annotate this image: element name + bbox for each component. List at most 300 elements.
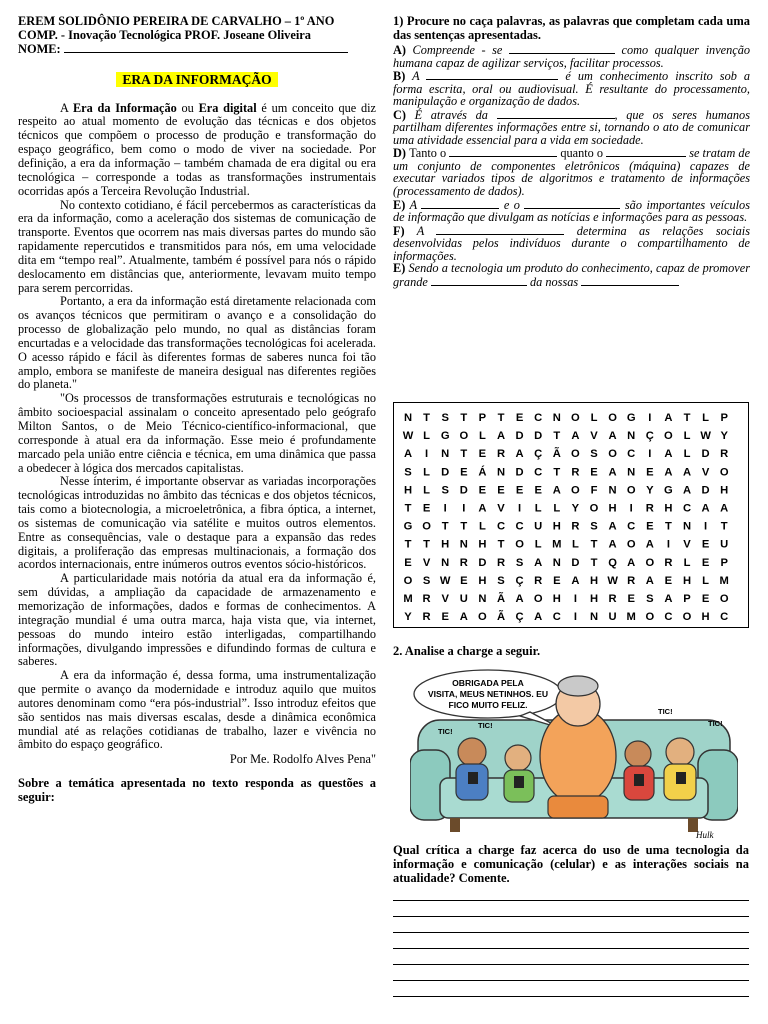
answer-line-7[interactable] [393,996,749,997]
school-header [18,14,376,57]
grid-letter[interactable]: E [646,466,654,479]
blank-a[interactable] [509,43,615,54]
grid-letter[interactable]: O [589,502,599,515]
grid-letter[interactable]: H [589,593,599,605]
grid-letter[interactable]: C [496,520,506,533]
grid-letter[interactable]: E [441,611,449,624]
sofa-leg-left [450,818,460,832]
grid-letter[interactable]: C [515,520,524,533]
grid-letter[interactable]: S [497,574,505,587]
grid-letter[interactable]: M [552,538,562,551]
paragraph-6: A particularidade mais notória da atual era da informação é, sem dúvidas, a ampliação da capacidade de armazenamento e memorização de informações, dados e formas de conhecimentos. A integração mundial é uma outra marca, haja vista que, via internet, pessoas do mundo inteiro estão interligadas, compartilhando informações, divulgando impressões e difundindo formas de cultura e saberes. [18,571,376,669]
grid-letter[interactable]: W [439,574,451,587]
label-c: C) [393,107,406,122]
grid-letter[interactable]: O [719,466,729,479]
grid-letter[interactable]: A [478,502,487,515]
grid-letter[interactable]: A [664,412,673,424]
grid-letter[interactable]: E [627,593,635,605]
grid-letter[interactable]: L [478,520,486,533]
grid-letter[interactable]: Ã [496,611,506,624]
grid-letter[interactable]: R [645,502,654,515]
grid-letter[interactable]: G [664,484,673,497]
article-title-wrap [18,71,376,89]
blank-e2[interactable] [524,198,620,209]
grid-letter[interactable]: T [404,502,412,515]
grid-letter[interactable]: T [590,538,598,551]
p1-text-e: é um conceito que diz respeito ao atual momento de evolução das técnicas e dos objetos técnicos que compõem o processo de produção e transformação do espaço geográfico, bem como o modo de viver na sociedade. Por definição, a era da informação – também chamada de era digital ou era tecnológica – corresponde a todas as transformações instrumentais ocorridas após a Terceira Revolução Industrial. [18,100,376,198]
blank-g2[interactable] [581,275,679,286]
grid-letter[interactable]: N [552,556,561,569]
grid-letter[interactable]: R [534,574,543,587]
sentence-g [393,262,750,288]
grid-letter[interactable]: L [683,430,691,443]
kid-4-head [666,738,694,766]
grid-letter[interactable]: A [627,556,636,569]
grid-letter[interactable]: P [478,412,487,424]
grid-letter[interactable]: V [701,466,710,479]
grandmother-hair [558,676,598,696]
blank-d2[interactable] [606,146,686,157]
grid-letter[interactable]: C [664,611,673,624]
grid-letter[interactable]: A [701,502,710,515]
grid-letter[interactable]: A [664,593,673,605]
grid-letter[interactable]: N [627,430,636,443]
grid-letter[interactable]: A [608,466,617,479]
sentence-e [393,198,750,224]
grid-letter[interactable]: S [646,593,654,605]
grid-letter[interactable]: N [552,412,561,424]
grid-letter[interactable]: A [664,448,673,461]
grid-letter[interactable]: O [682,611,692,624]
grid-letter[interactable]: H [608,502,617,515]
sentence-b-part1: A [412,69,420,84]
grid-letter[interactable]: I [648,412,652,424]
grid-letter[interactable]: E [701,593,710,605]
grid-letter[interactable]: Y [404,611,412,624]
grid-letter[interactable]: O [478,611,487,624]
sentence-c [393,108,750,147]
grid-letter[interactable]: L [702,574,710,587]
blank-d1[interactable] [449,146,557,157]
grid-letter[interactable]: C [627,520,636,533]
grid-letter[interactable]: G [626,412,636,424]
grid-letter[interactable]: N [441,448,450,461]
grid-letter[interactable]: W [607,574,618,587]
blank-c[interactable] [497,108,615,119]
grid-letter[interactable]: U [720,538,729,551]
p1-text-c: ou [176,100,199,115]
grid-letter[interactable]: T [423,538,431,551]
grid-letter[interactable]: T [553,430,561,443]
grid-letter[interactable]: A [720,502,729,515]
grid-letter[interactable]: T [441,520,449,533]
grid-letter[interactable]: R [571,466,580,479]
grid-letter[interactable]: A [515,448,524,461]
grid-letter[interactable]: D [701,484,710,497]
answer-line-4[interactable] [393,948,749,949]
grid-letter[interactable]: E [664,574,673,587]
grid-letter[interactable]: N [627,466,636,479]
grid-letter[interactable]: Ç [515,611,524,624]
sentence-e-part3: são importantes veículos de informação que divulgam as notícias e informações para as pessoas. [393,197,750,225]
grid-letter[interactable]: C [627,448,636,461]
grid-letter[interactable]: O [459,430,469,443]
grid-letter[interactable]: H [701,611,710,624]
grid-letter[interactable]: E [515,412,524,424]
grid-letter[interactable]: L [423,484,431,497]
artist-signature: Hulk [696,830,714,840]
grid-letter[interactable]: N [459,538,468,551]
blank-e1[interactable] [421,198,499,209]
grid-letter[interactable]: G [403,520,413,533]
grid-letter[interactable]: A [496,430,506,443]
grid-letter[interactable]: V [683,538,691,551]
grid-letter[interactable]: T [497,412,505,424]
grid-letter[interactable]: C [682,502,692,515]
closing-instruction: Sobre a temática apresentada no texto responda as questões a seguir: [18,776,376,805]
paragraph-2: No contexto cotidiano, é fácil percebermos as características da era da informação, como a aceleração dos sistemas de comunicação de transporte. Eventos que ocorrem nas mais diversas partes do mundo são rapidamente repercutidos e transmitidos para nós, em uma velocidade dita em “tempo real”. Atualmente, também é possível para nós o rápido deslocamento em distâncias que, anteriormente, levavam muito tempo para serem percorridas. [18,197,376,295]
grid-letter[interactable]: T [497,538,505,551]
grid-letter[interactable]: E [701,538,710,551]
grid-letter[interactable]: M [403,593,413,605]
grid-letter[interactable]: D [534,430,543,443]
grid-letter[interactable]: S [422,574,431,587]
grid-letter[interactable]: Y [646,484,654,497]
grid-letter[interactable]: N [478,593,487,605]
sentence-d-part1: Tanto o [409,146,447,161]
grid-letter[interactable]: O [645,556,655,569]
grid-letter[interactable]: R [608,593,617,605]
grid-letter[interactable]: T [553,466,561,479]
grid-letter[interactable]: E [478,448,487,461]
grid-letter[interactable]: R [496,556,506,569]
grid-letter[interactable]: A [552,484,561,497]
grid-letter[interactable]: I [518,502,522,515]
grid-letter[interactable]: R [664,556,673,569]
grid-letter[interactable]: H [552,520,561,533]
header-name-line [18,42,376,56]
grid-letter[interactable]: H [664,502,673,515]
grid-letter[interactable]: M [626,611,636,624]
grid-letter[interactable]: O [533,593,543,605]
grid-letter[interactable]: E [478,484,487,497]
sentence-a [393,43,750,69]
grid-letter[interactable]: A [664,466,673,479]
grid-letter[interactable]: T [460,520,468,533]
kid-3-head [625,741,651,767]
grid-letter[interactable]: L [571,538,579,551]
grid-letter[interactable]: Y [720,430,728,443]
grid-letter[interactable]: E [646,520,654,533]
grid-letter[interactable]: A [608,520,617,533]
grid-letter[interactable]: D [441,466,450,479]
label-a: A) [393,43,406,57]
grid-letter[interactable]: N [589,611,599,624]
grid-letter[interactable]: R [459,556,468,569]
grid-letter[interactable]: O [571,448,580,461]
grid-letter[interactable]: C [720,611,729,624]
grid-letter[interactable]: L [683,556,691,569]
grid-letter[interactable]: A [645,574,654,587]
blank-f[interactable] [436,224,564,235]
sentence-b [393,69,750,108]
grid-letter[interactable]: N [496,466,506,479]
grid-letter[interactable]: N [608,484,617,497]
grid-letter[interactable]: H [403,484,413,497]
sfx-2: TIC! [478,721,493,730]
grid-letter[interactable]: V [441,593,449,605]
question-2-prompt: Qual crítica a charge faz acerca do uso de uma tecnologia da informação e comunicação (celular) e as interações sociais na atualidade? Comente. [393,843,749,885]
grid-letter[interactable]: L [534,538,542,551]
grid-letter[interactable]: S [441,484,449,497]
grid-letter[interactable]: I [573,593,577,605]
grid-letter[interactable]: R [720,448,729,461]
grid-letter[interactable]: O [422,520,431,533]
sentence-a-part1: Compreende - se [412,43,503,57]
grid-letter[interactable]: Q [608,556,617,569]
grandmother-skirt [548,796,608,818]
grid-letter[interactable]: W [402,430,414,443]
grid-letter[interactable]: I [666,538,670,551]
grid-letter[interactable]: Ç [515,574,524,587]
sentence-d-part2: quanto o [560,146,604,161]
grid-letter[interactable]: E [422,502,431,515]
grid-letter[interactable]: L [423,430,431,443]
grid-letter[interactable]: C [552,611,561,624]
grid-letter[interactable]: L [534,502,542,515]
grid-letter[interactable]: V [422,556,431,569]
grid-letter[interactable]: U [534,520,543,533]
grid-letter[interactable]: E [553,574,561,587]
grid-letter[interactable]: O [645,611,655,624]
grid-letter[interactable]: D [571,556,580,569]
question-1-prompt: 1) Procure no caça palavras, as palavras que completam cada uma das sentenças apresentadas. [393,14,750,42]
sentence-c-part1: É através da [414,107,488,122]
grid-letter[interactable]: L [553,502,561,515]
grid-letter[interactable]: N [441,556,450,569]
grid-letter[interactable]: S [590,520,598,533]
grid-letter[interactable]: I [704,520,708,533]
grid-letter[interactable]: H [478,538,487,551]
grid-letter[interactable]: D [478,556,487,569]
header-school-line: EREM SOLIDÔNIO PEREIRA DE CARVALHO – 1º ANO [18,14,335,28]
grid-letter[interactable]: T [404,538,412,551]
sfx-3: TIC! [658,707,673,716]
sentence-d-part3: se tratam de um conjunto de componentes eletrônicos (máquina) capazes de executar variados tipos de algoritmos e tratamento de informações (processamento de dados). [393,146,751,199]
grid-letter[interactable]: R [627,574,636,587]
grid-letter[interactable]: R [422,611,431,624]
article-signature: Por Me. Rodolfo Alves Pena" [229,752,376,767]
grid-letter[interactable]: C [534,412,543,424]
grid-letter[interactable]: H [441,538,450,551]
grid-letter[interactable]: I [443,502,447,515]
blank-g1[interactable] [431,275,527,286]
sentence-c-part2: , que os seres humanos partilham diferentes informações entre si, tornando o ato de comunicar uma atividade essencial para a vida em sociedade. [393,107,750,147]
answer-line-2[interactable] [393,916,749,917]
grid-letter[interactable]: Ç [534,448,543,461]
grid-letter[interactable]: T [664,520,672,533]
grid-letter[interactable]: S [515,556,524,569]
grid-letter[interactable]: D [459,484,468,497]
sentence-f [393,224,750,263]
grid-letter[interactable]: A [403,448,413,461]
grid-letter[interactable]: A [571,574,580,587]
grid-letter[interactable]: H [589,574,599,587]
grid-letter[interactable]: L [590,412,598,424]
grid-letter[interactable]: E [460,466,468,479]
grid-letter[interactable]: O [664,430,673,443]
grid-letter[interactable]: O [719,593,729,605]
grid-letter[interactable]: T [590,556,598,569]
grid-letter[interactable]: P [683,593,691,605]
grid-letter[interactable]: I [425,448,429,461]
grid-letter[interactable]: T [460,448,468,461]
question-2-title: 2. Analise a charge a seguir. [393,644,541,658]
grid-letter[interactable]: P [720,412,728,424]
grid-letter[interactable]: N [403,412,413,424]
grid-letter[interactable]: L [683,448,691,461]
grid-letter[interactable]: I [462,502,466,515]
kid-1-phone [468,772,478,784]
grid-letter[interactable]: N [682,520,692,533]
sentence-g-part1: Sendo a tecnologia um produto do conhecimento, capaz de promover grande [393,261,751,289]
grid-letter[interactable]: H [720,484,729,497]
grid-letter[interactable]: E [404,556,412,569]
kid-2-head [505,745,531,771]
label-f: F) [393,223,405,238]
grid-letter[interactable]: O [571,412,580,424]
answer-line-3[interactable] [393,932,749,933]
grid-letter[interactable]: O [626,484,636,497]
p1-bold-era-informacao: Era da Informação [72,100,177,115]
word-search-grid [393,402,749,628]
paragraph-7: A era da informação é, dessa forma, uma instrumentalização que permite o avanço da modernidade e introduz aquilo que muitos autores denominam como “era pós-industrial”. Isso introduz efeitos que são sentidos nas mais diversas escalas, desde a dinâmica econômica mundial até as relações cotidianas de trabalho, lazer e vivência no âmbito do espaço geográfico. [18,668,376,752]
label-b: B) [393,69,406,84]
grid-letter[interactable]: A [534,556,543,569]
kid-4-phone [676,772,686,784]
grid-letter[interactable]: L [423,466,431,479]
name-label: NOME: [18,42,61,57]
grid-letter[interactable]: O [403,574,413,587]
sentence-d [393,146,750,197]
grid-letter[interactable]: A [645,538,654,551]
grid-letter[interactable]: D [515,466,524,479]
grid-letter[interactable]: H [478,574,487,587]
grid-letter[interactable]: H [682,574,692,587]
grid-letter[interactable]: O [608,448,617,461]
grid-letter[interactable]: I [648,448,652,461]
label-g: E) [393,261,406,276]
grid-letter[interactable]: D [701,448,710,461]
grid-letter[interactable]: L [702,412,710,424]
grid-letter[interactable]: M [719,574,729,587]
right-column [393,14,750,288]
grid-letter[interactable]: O [626,538,636,551]
grid-letter[interactable]: E [701,556,710,569]
grid-letter[interactable]: E [515,484,524,497]
grid-letter[interactable]: F [590,484,598,497]
answer-line-1[interactable] [393,900,749,901]
grid-letter[interactable]: E [534,484,542,497]
grid-letter[interactable]: T [423,412,431,424]
grid-letter[interactable]: P [720,556,728,569]
bubble-text-2: VISITA, MEUS NETINHOS. EU [427,689,549,699]
grid-letter[interactable]: U [608,611,617,624]
grid-letter[interactable]: T [720,520,728,533]
bubble-text-1: OBRIGADA PELA [452,678,524,688]
grid-letter[interactable]: E [590,466,598,479]
sfx-4: TIC! [708,719,723,728]
grid-letter[interactable]: G [440,430,450,443]
grid-letter[interactable]: V [497,502,505,515]
cartoon-svg [410,668,738,841]
paragraph-1 [18,102,376,199]
grid-letter[interactable]: V [590,430,598,443]
kid-2-phone [514,776,524,788]
grid-letter[interactable]: Ç [645,430,654,443]
grid-letter[interactable]: A [459,611,468,624]
grid-letter[interactable]: T [683,412,691,424]
bubble-text-3: FICO MUITO FELIZ. [448,700,528,710]
p1-text-a: A [60,100,73,115]
paragraph-5: Nesse ínterim, é importante observar as variadas incorporações tecnológicas introduzidas no âmbito das técnicas e dos objetos técnicos, tais como a biotecnologia, a microeletrônica, a fibra óptica, a internet, os sistemas de comunicação via satélite e muitos outros elementos. Entre as consequências, vale o destaque para a expansão das redes digitais, a proliferação das empresas multinacionais, a formação dos acordos internacionais, entre inúmeros outros eventos sócio-históricos. [18,474,376,572]
answer-line-6[interactable] [393,980,749,981]
grid-letter[interactable]: I [629,502,633,515]
grid-letter[interactable]: U [459,593,468,605]
grid-letter[interactable]: E [497,484,505,497]
grid-letter[interactable]: S [404,466,412,479]
grid-letter[interactable]: O [608,412,617,424]
grid-letter[interactable]: T [460,412,468,424]
grid-letter[interactable]: W [700,430,711,443]
grid-letter[interactable]: S [441,412,449,424]
grid-letter[interactable]: L [478,430,486,443]
grid-letter[interactable]: D [515,430,524,443]
grid-letter[interactable]: R [571,520,580,533]
grid-letter[interactable]: S [590,448,598,461]
answer-line-5[interactable] [393,964,749,965]
grid-letter[interactable]: A [608,430,617,443]
article-title: ERA DA INFORMAÇÃO [116,72,277,87]
grid-letter[interactable]: O [571,484,580,497]
grid-letter[interactable]: A [682,484,692,497]
blank-b[interactable] [426,69,558,80]
grid-letter[interactable]: O [515,538,524,551]
grid-letter[interactable]: A [608,538,617,551]
sentence-f-part1: A [416,223,425,238]
grid-letter[interactable]: Y [571,502,580,515]
grid-letter[interactable]: A [571,430,580,443]
grid-letter[interactable]: E [460,574,468,587]
grid-letter[interactable]: C [534,466,543,479]
grid-letter[interactable]: R [422,593,431,605]
grid-letter[interactable]: A [682,466,692,479]
grid-letter[interactable]: A [534,611,543,624]
kid-3-phone [634,774,644,786]
header-course-line: COMP. - Inovação Tecnológica PROF. Joseane Oliveira [18,28,312,43]
grid-letter[interactable]: A [515,593,524,605]
grid-letter[interactable]: Ã [552,448,561,461]
grid-letter[interactable]: Ã [496,593,506,605]
grid-letter[interactable]: Á [478,466,487,479]
name-field[interactable] [64,42,348,53]
paragraph-3: Portanto, a era da informação está diretamente relacionada com os avanços técnicos que permitiram o avanço e a consolidação do processo de globalização pelo mundo, no qual as distâncias foram encurtadas e a velocidade das transformações tecnológicas foi acelerada. O acesso rápido e fácil às diferentes formas de saberes nunca foi tão amplo, embora se manifeste de maneira desigual nas diferentes regiões do planeta." [18,294,376,392]
kid-1-head [458,738,486,766]
grid-letter[interactable]: H [552,593,561,605]
grid-letter[interactable]: R [496,448,506,461]
word-search-svg [394,403,748,627]
grid-letter[interactable]: I [573,611,577,624]
